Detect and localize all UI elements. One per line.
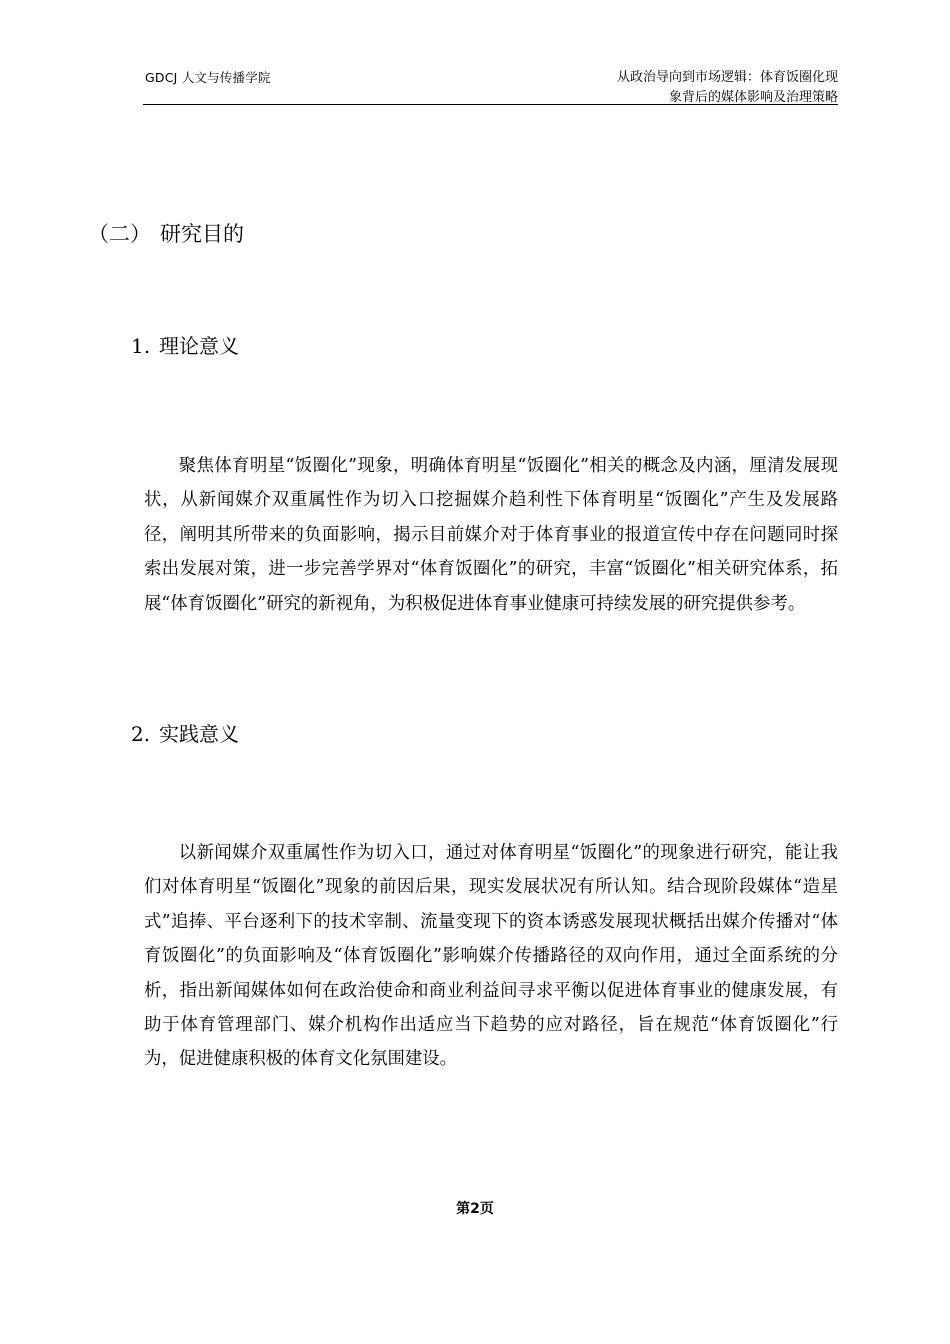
subsection-title-text: 理论意义	[159, 334, 239, 358]
section-title-text: 研究目的	[160, 222, 244, 246]
header-left-text: GDCJ 人文与传播学院	[145, 70, 271, 85]
subsection-heading-practice	[131, 718, 239, 747]
section-number: （二）	[88, 222, 151, 246]
subsection-title-text: 实践意义	[159, 722, 239, 746]
paragraph-practice: 以新闻媒介双重属性作为切入口，通过对体育明星“饭圈化”的现象进行研究，能让我们对体育明星“饭圈化”现象的前因后果，现实发展状况有所认知。结合现阶段媒体“造星式”追捧、平台逐利下的技术宰制、流量变现下的资本诱惑发展现状概括出媒介传播对“体育饭圈化”的负面影响及“体育饭圈化”影响媒介传播路径的双向作用，通过全面系统的分析，指出新闻媒体如何在政治使命和商业利益间寻求平衡以促进体育事业的健康发展，有助于体育管理部门、媒介机构作出适应当下趋势的应对路径，旨在规范“体育饭圈化”行为，促进健康积极的体育文化氛围建设。	[144, 843, 838, 1070]
header-right-line-2: 象背后的媒体影响及治理策略	[668, 90, 838, 105]
subsection-number: 2.	[131, 722, 151, 746]
subsection-heading-theory	[131, 330, 239, 359]
subsection-number: 1.	[131, 334, 151, 358]
paragraph-theory: 聚焦体育明星“饭圈化”现象，明确体育明星“饭圈化”相关的概念及内涵，厘清发展现状，从新闻媒介双重属性作为切入口挖掘媒介趋利性下体育明星“饭圈化”产生及发展路径，阐明其所带来的负面影响，揭示目前媒介对于体育事业的报道宣传中存在问题同时探索出发展对策，进一步完善学界对“体育饭圈化”的研究，丰富“饭圈化”相关研究体系，拓展“体育饭圈化”研究的新视角，为积极促进体育事业健康可持续发展的研究提供参考。	[144, 456, 838, 614]
header-right-title	[538, 68, 838, 108]
section-heading	[88, 218, 244, 248]
header-divider	[143, 104, 838, 105]
header-right-line-1: 从政治导向到市场逻辑：体育饭圈化现	[616, 70, 838, 85]
page-number: 第2页	[456, 1201, 494, 1217]
